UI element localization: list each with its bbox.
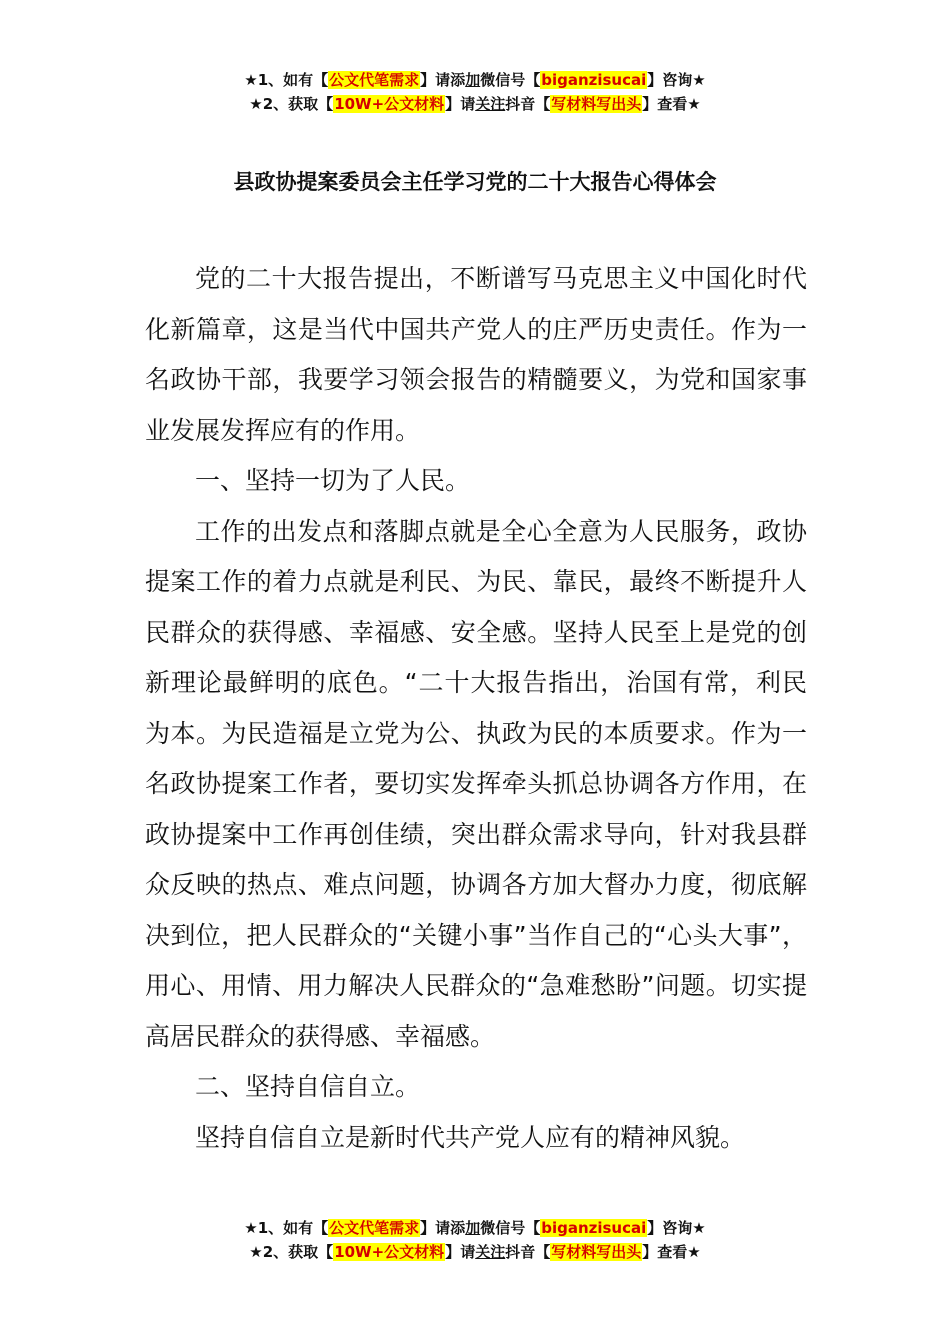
banner-text: 抖音【 xyxy=(505,95,551,113)
banner-emphasis: 加 xyxy=(465,71,481,89)
section-heading-2: 二、坚持自信自立。 xyxy=(195,1072,421,1101)
banner-line-1 xyxy=(0,1216,950,1240)
banner-text: 】请添 xyxy=(420,1219,466,1237)
banner-highlight: 写材料写出头 xyxy=(551,1243,642,1261)
banner-text: 】请 xyxy=(445,1243,476,1261)
banner-line-2 xyxy=(0,1240,950,1264)
banner-text: 】咨询★ xyxy=(647,1219,706,1237)
document-body xyxy=(145,254,807,1163)
banner-emphasis: 关注 xyxy=(475,95,506,113)
banner-highlight: 写材料写出头 xyxy=(551,95,642,113)
banner-highlight: biganzisucai xyxy=(541,71,647,89)
paragraph-section-2: 坚持自信自立是新时代共产党人应有的精神风貌。 xyxy=(195,1122,746,1152)
banner-text: 】请添 xyxy=(420,71,466,89)
banner-text: 抖音【 xyxy=(505,1243,551,1261)
banner-text: ★2、获取【 xyxy=(249,1243,334,1261)
banner-text: 】咨询★ xyxy=(647,71,706,89)
paragraph-intro: 党的二十大报告提出，不断谱写马克思主义中国化时代化新篇章，这是当代中国共产党人的庄严历史责任。作为一名政协干部，我要学习领会报告的精髓要义，为党和国家事业发展发挥应有的作用。 xyxy=(145,264,807,445)
banner-line-1 xyxy=(0,68,950,92)
banner-line-2 xyxy=(0,92,950,116)
section-heading-1: 一、坚持一切为了人民。 xyxy=(195,466,471,495)
header-banner xyxy=(0,68,950,116)
banner-highlight: 10W+公文材料 xyxy=(334,95,445,113)
banner-text: ★1、如有【 xyxy=(244,1219,329,1237)
paragraph-section-1: 工作的出发点和落脚点就是全心全意为人民服务，政协提案工作的着力点就是利民、为民、靠民，最终不断提升人民群众的获得感、幸福感、安全感。坚持人民至上是党的创新理论最鲜明的底色。“二十大报告指出，治国有常，利民为本。为民造福是立党为公、执政为民的本质要求。作为一名政协提案工作者，要切实发挥牵头抓总协调各方作用，在政协提案中工作再创佳绩，突出群众需求导向，针对我县群众反映的热点、难点问题，协调各方加大督办力度，彻底解决到位，把人民群众的“关键小事”当作自己的“心头大事”，用心、用情、用力解决人民群众的“急难愁盼”问题。切实提高居民群众的获得感、幸福感。 xyxy=(145,516,807,1051)
banner-text: 微信号【 xyxy=(480,1219,541,1237)
banner-text: 微信号【 xyxy=(480,71,541,89)
banner-highlight: biganzisucai xyxy=(541,1219,647,1237)
banner-emphasis: 加 xyxy=(465,1219,481,1237)
banner-text: ★1、如有【 xyxy=(244,71,329,89)
banner-emphasis: 关注 xyxy=(475,1243,506,1261)
banner-text: ★2、获取【 xyxy=(249,95,334,113)
banner-highlight: 公文代笔需求 xyxy=(329,71,420,89)
footer-banner xyxy=(0,1216,950,1264)
banner-highlight: 公文代笔需求 xyxy=(329,1219,420,1237)
banner-highlight: 10W+公文材料 xyxy=(334,1243,445,1261)
document-title: 县政协提案委员会主任学习党的二十大报告心得体会 xyxy=(233,170,717,194)
banner-text: 】请 xyxy=(445,95,476,113)
banner-text: 】查看★ xyxy=(642,1243,701,1261)
banner-text: 】查看★ xyxy=(642,95,701,113)
